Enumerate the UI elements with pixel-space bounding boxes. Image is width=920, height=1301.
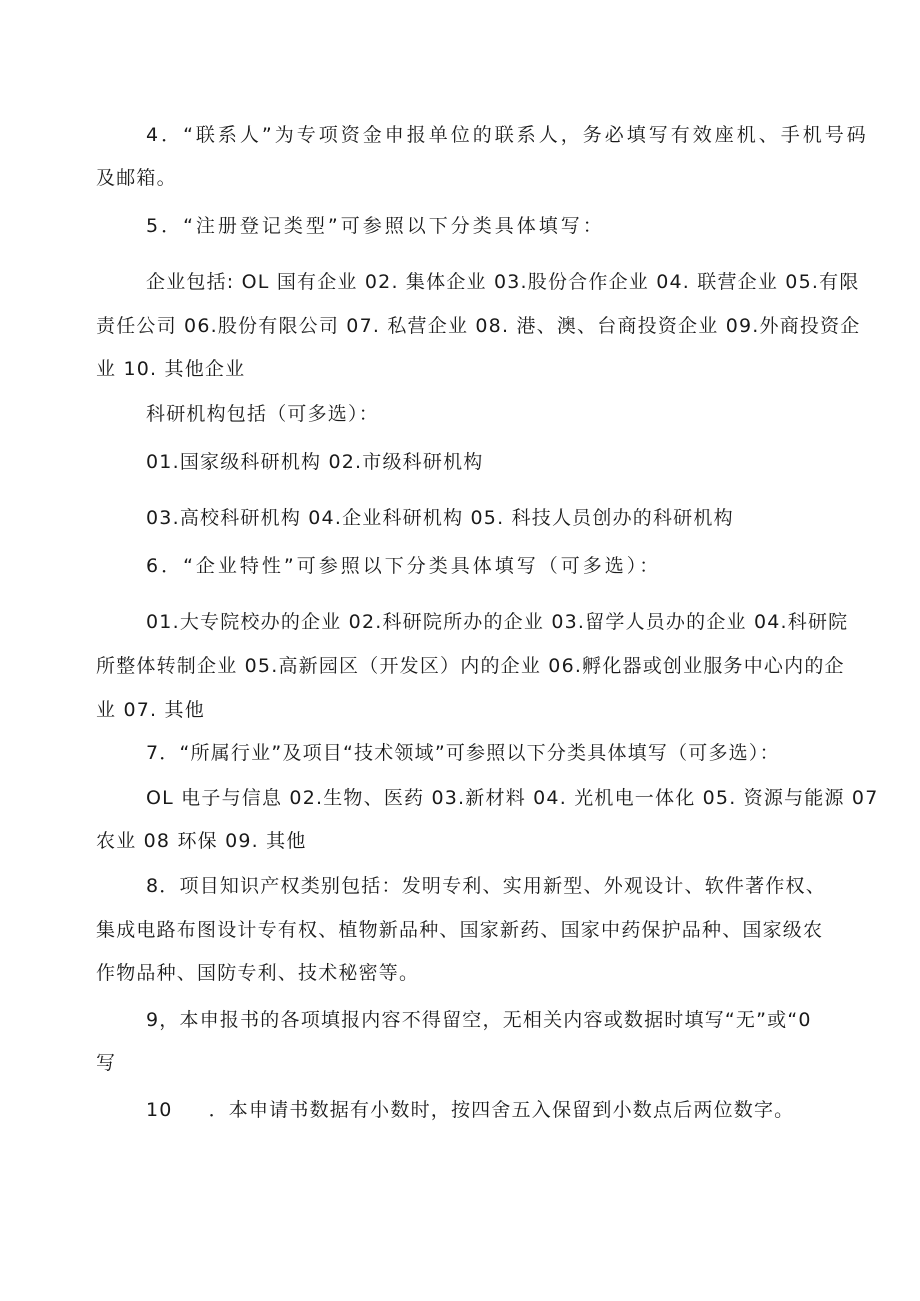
item8-line3: 作物品种、国防专利、技术秘密等。 [96,962,420,984]
item6-line2: 所整体转制企业 05.高新园区（开发区）内的企业 06.孵化器或创业服务中心内的企 [96,655,845,677]
enterprise-types-line1: 企业包括: OL 国有企业 02. 集体企业 03.股份合作企业 04. 联营企业 05.有限 [146,271,860,293]
item10-text: ．本申请书数据有小数时，按四舍五入保留到小数点后两位数字。 [208,1099,795,1121]
item7-heading: 7．“所属行业”及项目“技术领域”可参照以下分类具体填写（可多选）： [146,742,780,764]
enterprise-types-line3: 业 10. 其他企业 [96,358,246,380]
item6-line3: 业 07. 其他 [96,699,205,721]
item6-line1: 01.大专院校办的企业 02.科研院所办的企业 03.留学人员办的企业 04.科研院 [146,611,849,633]
item8-line1: 8．项目知识产权类别包括：发明专利、实用新型、外观设计、软件著作权、 [146,875,826,897]
item9-line1: 9，本申报书的各项填报内容不得留空，无相关内容或数据时填写“无”或“0 [146,1009,812,1031]
research-line2: 03.高校科研机构 04.企业科研机构 05. 科技人员创办的科研机构 [146,507,734,529]
item4-line1: 4．“联系人”为专项资金申报单位的联系人，务必填写有效座机、手机号码 [146,124,869,146]
item7-line2: 农业 08 环保 09. 其他 [96,830,307,852]
item4-line2: 及邮箱。 [96,167,177,189]
research-heading: 科研机构包括（可多选）： [146,403,379,425]
item8-line2: 集成电路布图设计专有权、植物新品种、国家新药、国家中药保护品种、国家级农 [96,919,824,941]
enterprise-types-line2: 责任公司 06.股份有限公司 07. 私营企业 08. 港、澳、台商投资企业 09.外商投资企 [96,315,861,337]
item5-heading: 5．“注册登记类型”可参照以下分类具体填写： [146,215,605,237]
item10-line [146,1097,794,1123]
item10-number: 10 [146,1099,173,1121]
research-line1: 01.国家级科研机构 02.市级科研机构 [146,451,484,473]
item7-line1: OL 电子与信息 02.生物、医药 03.新材料 04. 光机电一体化 05. 资源与能源 07 [146,787,879,809]
item6-heading: 6．“企业特性”可参照以下分类具体填写（可多选）： [146,555,662,577]
item9-line2: 写 [96,1052,117,1074]
